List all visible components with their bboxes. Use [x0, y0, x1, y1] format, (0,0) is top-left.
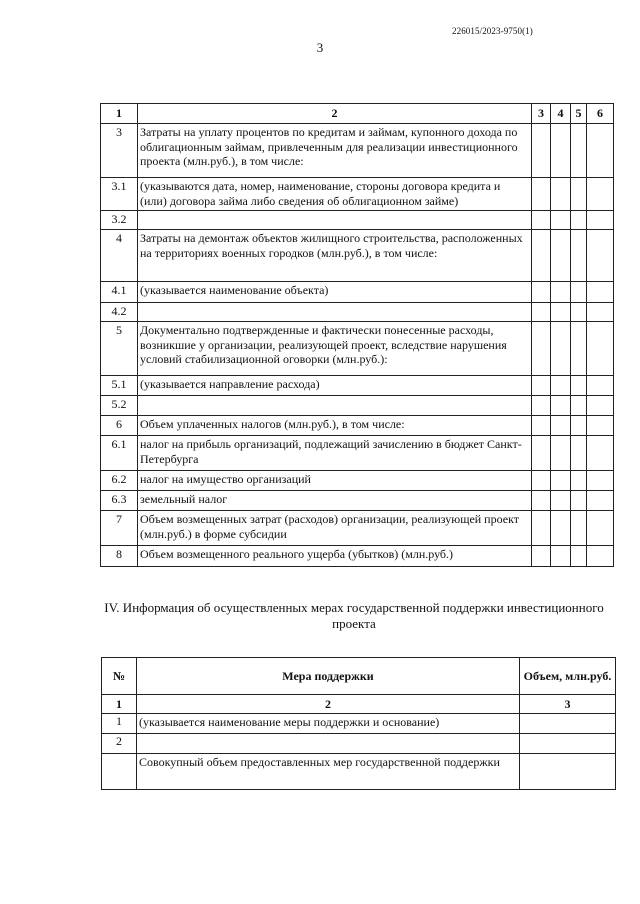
col-header-volume: Объем, млн.руб.: [520, 658, 616, 695]
table-row: [101, 546, 614, 567]
col-header-6: 6: [587, 104, 614, 124]
row-number: 6.2: [101, 471, 138, 491]
section-title: IV. Информация об осуществленных мерах государственной поддержки инвестиционного проекта: [104, 600, 604, 631]
table-row: [101, 376, 614, 396]
table-row: [101, 491, 614, 511]
row-text: налог на прибыль организаций, подлежащий зачислению в бюджет Санкт-Петербурга: [138, 436, 532, 471]
table-row: [102, 714, 616, 734]
expenses-table: [100, 103, 614, 567]
row-number: 5.2: [101, 396, 138, 416]
col-header-number: №: [102, 658, 137, 695]
table-header-row: [102, 658, 616, 695]
table-row: [101, 322, 614, 376]
row-text: (указываются дата, номер, наименование, стороны договора кредита и (или) договора займа либо сведения об облигационном займе): [138, 178, 532, 211]
table-row: [101, 416, 614, 436]
row-number: 7: [101, 511, 138, 546]
col-number-2: 2: [137, 695, 520, 714]
row-number: [102, 754, 137, 790]
row-text: земельный налог: [138, 491, 532, 511]
col-header-1: 1: [101, 104, 138, 124]
row-text: [137, 734, 520, 754]
row-number: 6.3: [101, 491, 138, 511]
row-number: 3: [101, 124, 138, 178]
col-number-3: 3: [520, 695, 616, 714]
col-header-5: 5: [571, 104, 587, 124]
row-number: 4: [101, 230, 138, 282]
row-text: (указывается наименование объекта): [138, 282, 532, 303]
row-text: [138, 211, 532, 230]
row-number: 1: [102, 714, 137, 734]
row-text: [138, 396, 532, 416]
table-row: [101, 511, 614, 546]
row-text: Совокупный объем предоставленных мер государственной поддержки: [137, 754, 520, 790]
table-row: [102, 734, 616, 754]
document-id: 226015/2023-9750(1): [452, 26, 533, 36]
row-text: (указывается направление расхода): [138, 376, 532, 396]
row-text: Документально подтвержденные и фактически понесенные расходы, возникшие у организации, реализующей проект, вследствие нарушения условий стабилизационной оговорки (млн.руб.):: [138, 322, 532, 376]
row-text: Затраты на демонтаж объектов жилищного строительства, расположенных на территориях военных городков (млн.руб.), в том числе:: [138, 230, 532, 282]
col-header-3: 3: [532, 104, 551, 124]
table-row: [101, 124, 614, 178]
table-row: [101, 211, 614, 230]
row-number: 3.1: [101, 178, 138, 211]
row-number: 3.2: [101, 211, 138, 230]
table-number-row: [102, 695, 616, 714]
col-number-1: 1: [102, 695, 137, 714]
row-number: 6: [101, 416, 138, 436]
row-text: Объем возмещенных затрат (расходов) организации, реализующей проект (млн.руб.) в форме субсидии: [138, 511, 532, 546]
row-number: 4.1: [101, 282, 138, 303]
row-number: 8: [101, 546, 138, 567]
table-row: [101, 178, 614, 211]
page-number: 3: [316, 40, 324, 55]
row-number: 4.2: [101, 303, 138, 322]
row-text: Объем уплаченных налогов (млн.руб.), в том числе:: [138, 416, 532, 436]
row-number: 6.1: [101, 436, 138, 471]
row-text: Объем возмещенного реального ущерба (убытков) (млн.руб.): [138, 546, 532, 567]
col-header-measure: Мера поддержки: [137, 658, 520, 695]
row-text: Затраты на уплату процентов по кредитам и займам, купонного дохода по облигационным займам, привлеченным для реализации инвестиционного проекта (млн.руб.), в том числе:: [138, 124, 532, 178]
row-text: [138, 303, 532, 322]
table-header-row: [101, 104, 614, 124]
table-row: [101, 303, 614, 322]
table-row: [101, 396, 614, 416]
col-header-2: 2: [138, 104, 532, 124]
table-row: [101, 436, 614, 471]
table-row: [101, 230, 614, 282]
row-number: 5.1: [101, 376, 138, 396]
table-row: [102, 754, 616, 790]
row-number: 5: [101, 322, 138, 376]
row-text: налог на имущество организаций: [138, 471, 532, 491]
col-header-4: 4: [551, 104, 571, 124]
row-number: 2: [102, 734, 137, 754]
support-measures-table: [101, 657, 616, 790]
row-text: (указывается наименование меры поддержки и основание): [137, 714, 520, 734]
table-row: [101, 471, 614, 491]
table-row: [101, 282, 614, 303]
